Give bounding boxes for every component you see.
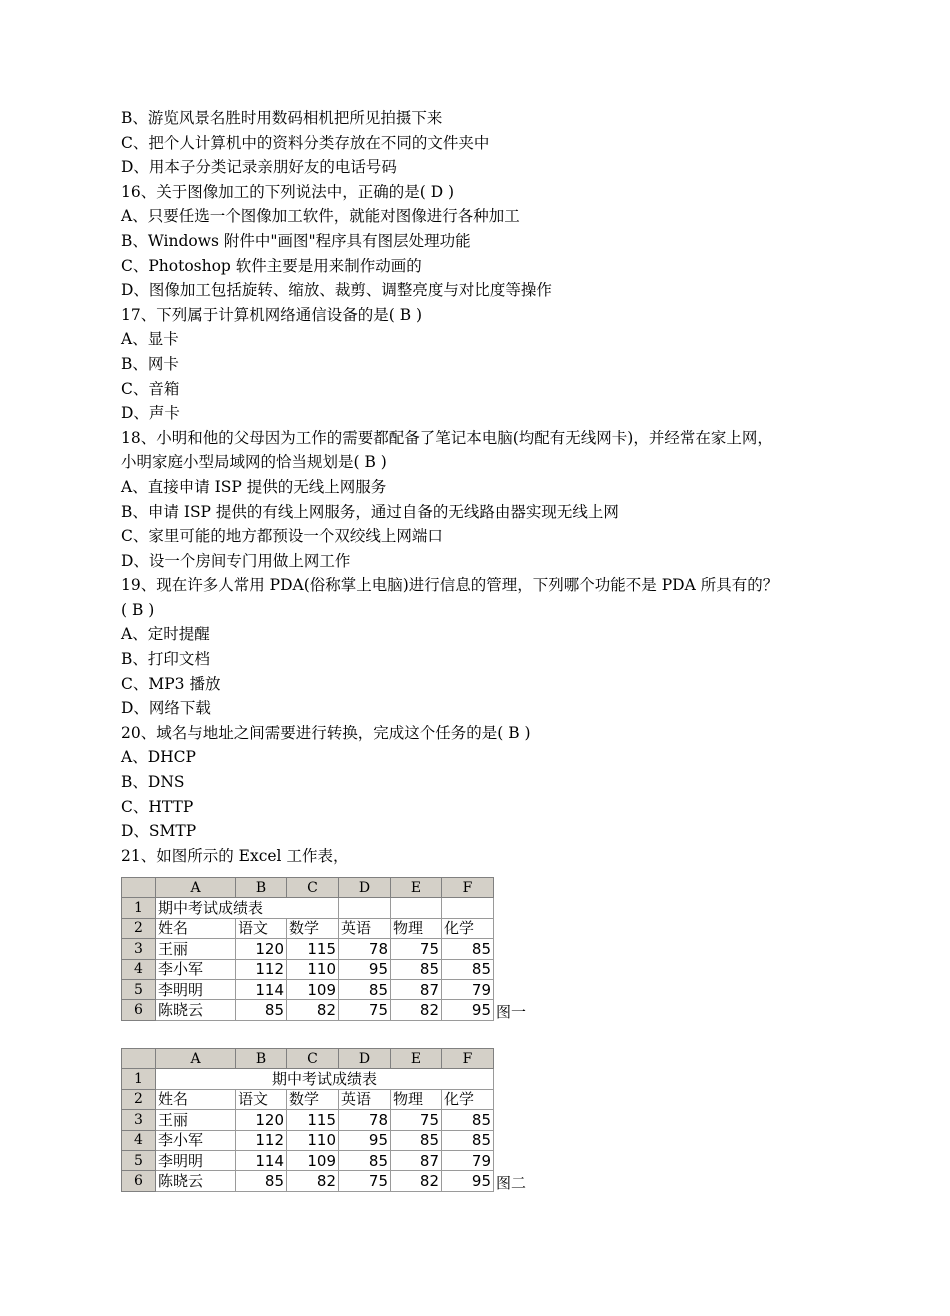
column-header: D bbox=[339, 878, 391, 898]
sheet-row bbox=[122, 1171, 494, 1191]
spreadsheet-figure-2 bbox=[121, 1048, 494, 1192]
cell: 114 bbox=[236, 979, 287, 999]
cell: 物理 bbox=[391, 918, 442, 938]
cell: 78 bbox=[339, 939, 391, 959]
sheet-row bbox=[122, 898, 494, 918]
question-21: 21、如图所示的 Excel 工作表， bbox=[121, 846, 349, 865]
cell: 李明明 bbox=[156, 979, 236, 999]
spreadsheet-figure-1 bbox=[121, 877, 494, 1021]
row-number: 3 bbox=[122, 939, 156, 959]
cell: 李小军 bbox=[156, 1130, 236, 1150]
row-number: 4 bbox=[122, 959, 156, 979]
cell: 85 bbox=[391, 959, 442, 979]
cell: 语文 bbox=[236, 918, 287, 938]
cell: 79 bbox=[442, 979, 494, 999]
sheet-row bbox=[122, 1000, 494, 1020]
column-header: E bbox=[391, 878, 442, 898]
text-line: B、网卡 bbox=[121, 354, 179, 373]
cell: 95 bbox=[442, 1171, 494, 1191]
cell: 英语 bbox=[339, 918, 391, 938]
corner-cell bbox=[122, 1049, 156, 1069]
column-header: C bbox=[287, 878, 339, 898]
text-line: C、家里可能的地方都预设一个双绞线上网端口 bbox=[121, 527, 443, 546]
text-line: D、图像加工包括旋转、缩放、裁剪、调整亮度与对比度等操作 bbox=[121, 281, 552, 300]
column-header: C bbox=[287, 1049, 339, 1069]
column-header-row bbox=[122, 878, 494, 898]
question-19: 19、现在许多人常用 PDA(俗称掌上电脑)进行信息的管理，下列哪个功能不是 PDA 所具有的？ bbox=[121, 576, 779, 595]
cell: 75 bbox=[391, 1110, 442, 1130]
sheet-row bbox=[122, 918, 494, 938]
cell: 115 bbox=[287, 1110, 339, 1130]
cell: 陈晓云 bbox=[156, 1000, 236, 1020]
text-line: A、直接申请 ISP 提供的无线上网服务 bbox=[121, 477, 387, 496]
cell: 115 bbox=[287, 939, 339, 959]
text-line: C、音箱 bbox=[121, 379, 180, 398]
column-header-row bbox=[122, 1049, 494, 1069]
sheet-row bbox=[122, 1069, 494, 1089]
cell: 112 bbox=[236, 1130, 287, 1150]
cell: 姓名 bbox=[156, 918, 236, 938]
text-line: C、HTTP bbox=[121, 797, 194, 816]
cell: 79 bbox=[442, 1150, 494, 1170]
cell: 85 bbox=[442, 959, 494, 979]
text-line: A、只要任选一个图像加工软件，就能对图像进行各种加工 bbox=[121, 207, 520, 226]
row-number: 6 bbox=[122, 1171, 156, 1191]
cell: 王丽 bbox=[156, 939, 236, 959]
row-number: 6 bbox=[122, 1000, 156, 1020]
title-cell: 期中考试成绩表 bbox=[156, 898, 339, 918]
document-text bbox=[121, 106, 901, 868]
question-16: 16、关于图像加工的下列说法中，正确的是( D ) bbox=[121, 182, 455, 201]
text-line: 小明家庭小型局域网的恰当规划是( B ) bbox=[121, 453, 387, 472]
cell: 数学 bbox=[287, 918, 339, 938]
cell: 109 bbox=[287, 1150, 339, 1170]
cell: 95 bbox=[339, 1130, 391, 1150]
cell: 姓名 bbox=[156, 1089, 236, 1109]
cell: 85 bbox=[442, 1110, 494, 1130]
cell: 王丽 bbox=[156, 1110, 236, 1130]
sheet-row bbox=[122, 939, 494, 959]
cell: 112 bbox=[236, 959, 287, 979]
text-line: C、Photoshop 软件主要是用来制作动画的 bbox=[121, 256, 422, 275]
cell: 李小军 bbox=[156, 959, 236, 979]
figure-label: 图二 bbox=[496, 1173, 527, 1192]
cell: 87 bbox=[391, 979, 442, 999]
cell: 85 bbox=[442, 939, 494, 959]
column-header: D bbox=[339, 1049, 391, 1069]
cell: 85 bbox=[339, 1150, 391, 1170]
cell: 化学 bbox=[442, 918, 494, 938]
row-number: 5 bbox=[122, 1150, 156, 1170]
text-line: C、MP3 播放 bbox=[121, 674, 221, 693]
sheet-row bbox=[122, 1150, 494, 1170]
cell: 114 bbox=[236, 1150, 287, 1170]
sheet-row bbox=[122, 1130, 494, 1150]
row-number: 3 bbox=[122, 1110, 156, 1130]
text-line: B、DNS bbox=[121, 773, 185, 792]
sheet-row bbox=[122, 959, 494, 979]
sheet-row bbox=[122, 979, 494, 999]
merged-title-cell: 期中考试成绩表 bbox=[156, 1069, 494, 1089]
cell: 82 bbox=[391, 1000, 442, 1020]
cell: 85 bbox=[391, 1130, 442, 1150]
cell bbox=[391, 898, 442, 918]
sheet-row bbox=[122, 1089, 494, 1109]
cell: 110 bbox=[287, 1130, 339, 1150]
row-number: 2 bbox=[122, 918, 156, 938]
cell: 110 bbox=[287, 959, 339, 979]
cell: 化学 bbox=[442, 1089, 494, 1109]
cell: 英语 bbox=[339, 1089, 391, 1109]
row-number: 1 bbox=[122, 1069, 156, 1089]
text-line: D、网络下载 bbox=[121, 699, 211, 718]
question-20: 20、域名与地址之间需要进行转换，完成这个任务的是( B ) bbox=[121, 723, 531, 742]
cell: 语文 bbox=[236, 1089, 287, 1109]
text-line: B、申请 ISP 提供的有线上网服务，通过自备的无线路由器实现无线上网 bbox=[121, 502, 619, 521]
question-18: 18、小明和他的父母因为工作的需要都配备了笔记本电脑(均配有无线网卡)，并经常在家上网， bbox=[121, 428, 773, 447]
sheet-row bbox=[122, 1110, 494, 1130]
text-line: D、用本子分类记录亲朋好友的电话号码 bbox=[121, 158, 397, 177]
cell: 75 bbox=[339, 1000, 391, 1020]
cell: 85 bbox=[236, 1000, 287, 1020]
cell: 82 bbox=[287, 1000, 339, 1020]
text-line: B、打印文档 bbox=[121, 650, 210, 669]
text-line: A、定时提醒 bbox=[121, 625, 210, 644]
column-header: F bbox=[442, 1049, 494, 1069]
cell: 75 bbox=[391, 939, 442, 959]
column-header: B bbox=[236, 878, 287, 898]
cell: 95 bbox=[442, 1000, 494, 1020]
cell: 李明明 bbox=[156, 1150, 236, 1170]
figure-label: 图一 bbox=[496, 1002, 527, 1021]
cell: 82 bbox=[391, 1171, 442, 1191]
corner-cell bbox=[122, 878, 156, 898]
cell: 陈晓云 bbox=[156, 1171, 236, 1191]
cell bbox=[339, 898, 391, 918]
figure-2 bbox=[121, 1048, 526, 1192]
column-header: F bbox=[442, 878, 494, 898]
cell: 120 bbox=[236, 939, 287, 959]
text-line: D、声卡 bbox=[121, 404, 180, 423]
cell: 85 bbox=[236, 1171, 287, 1191]
cell: 75 bbox=[339, 1171, 391, 1191]
cell: 数学 bbox=[287, 1089, 339, 1109]
row-number: 1 bbox=[122, 898, 156, 918]
cell: 109 bbox=[287, 979, 339, 999]
cell: 85 bbox=[442, 1130, 494, 1150]
cell bbox=[442, 898, 494, 918]
figure-1 bbox=[121, 877, 526, 1021]
column-header: A bbox=[156, 1049, 236, 1069]
row-number: 4 bbox=[122, 1130, 156, 1150]
text-line: A、DHCP bbox=[121, 748, 196, 767]
text-line: A、显卡 bbox=[121, 330, 179, 349]
cell: 87 bbox=[391, 1150, 442, 1170]
question-17: 17、下列属于计算机网络通信设备的是( B ) bbox=[121, 305, 423, 324]
cell: 78 bbox=[339, 1110, 391, 1130]
row-number: 2 bbox=[122, 1089, 156, 1109]
text-line: D、SMTP bbox=[121, 822, 197, 841]
cell: 82 bbox=[287, 1171, 339, 1191]
cell: 95 bbox=[339, 959, 391, 979]
text-line: B、Windows 附件中"画图"程序具有图层处理功能 bbox=[121, 231, 471, 250]
cell: 85 bbox=[339, 979, 391, 999]
text-line: C、把个人计算机中的资料分类存放在不同的文件夹中 bbox=[121, 133, 490, 152]
cell: 物理 bbox=[391, 1089, 442, 1109]
column-header: E bbox=[391, 1049, 442, 1069]
text-line: ( B ) bbox=[121, 600, 155, 619]
text-line: D、设一个房间专门用做上网工作 bbox=[121, 551, 351, 570]
text-line: B、游览风景名胜时用数码相机把所见拍摄下来 bbox=[121, 109, 443, 127]
row-number: 5 bbox=[122, 979, 156, 999]
column-header: B bbox=[236, 1049, 287, 1069]
cell: 120 bbox=[236, 1110, 287, 1130]
column-header: A bbox=[156, 878, 236, 898]
